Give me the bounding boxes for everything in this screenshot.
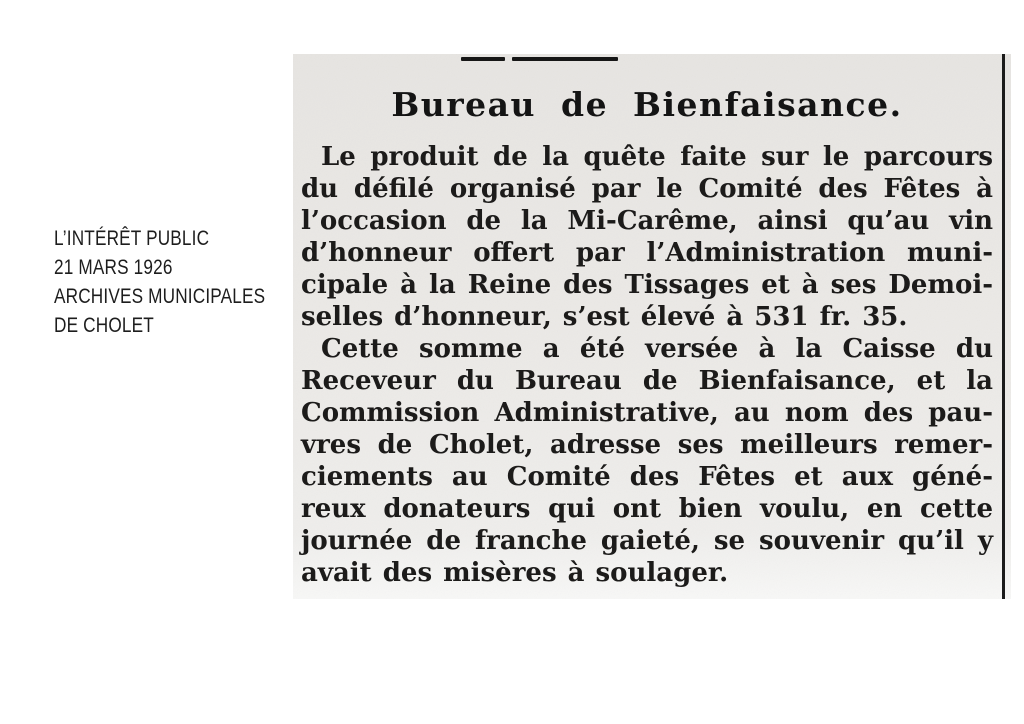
archive-caption bbox=[54, 224, 265, 340]
article-body bbox=[301, 141, 993, 589]
article-line: reux donateurs qui ont bien voulu, en cette bbox=[301, 494, 993, 524]
article-line: Commission Administrative, au nom des pau- bbox=[301, 398, 993, 428]
article-line: Le produit de la quête faite sur le parcours bbox=[321, 142, 993, 172]
article-line: journée de franche gaieté, se souvenir qu’il y bbox=[301, 526, 993, 556]
article-line: avait des misères à soulager. bbox=[301, 558, 729, 588]
caption-date-line: 21 MARS 1926 bbox=[54, 255, 173, 279]
caption-city-line: DE CHOLET bbox=[54, 313, 154, 337]
article-line: cipale à la Reine des Tissages et à ses Demoi- bbox=[301, 270, 993, 300]
caption-archive-line: ARCHIVES MUNICIPALES bbox=[54, 284, 266, 308]
column-separator-rule bbox=[1002, 54, 1005, 599]
article-line: Receveur du Bureau de Bienfaisance, et la bbox=[301, 366, 993, 396]
article-line: l’occasion de la Mi-Carême, ainsi qu’au vin bbox=[301, 206, 993, 236]
article-headline: Bureau de Bienfaisance. bbox=[391, 85, 903, 124]
article-line: selles d’honneur, s’est élevé à 531 fr. 35. bbox=[301, 302, 908, 332]
article bbox=[301, 84, 993, 589]
article-line: vres de Cholet, adresse ses meilleurs remer- bbox=[301, 430, 993, 460]
article-line: ciements au Comité des Fêtes et aux géné- bbox=[301, 462, 993, 492]
article-line: d’honneur offert par l’Administration muni- bbox=[301, 238, 993, 268]
article-line: du défilé organisé par le Comité des Fêtes à bbox=[301, 174, 993, 204]
section-divider-rule bbox=[461, 57, 618, 62]
caption-source-line: L’INTÉRÊT PUBLIC bbox=[54, 226, 210, 250]
newspaper-clipping-scan bbox=[293, 54, 1011, 599]
article-line: Cette somme a été versée à la Caisse du bbox=[321, 334, 993, 364]
